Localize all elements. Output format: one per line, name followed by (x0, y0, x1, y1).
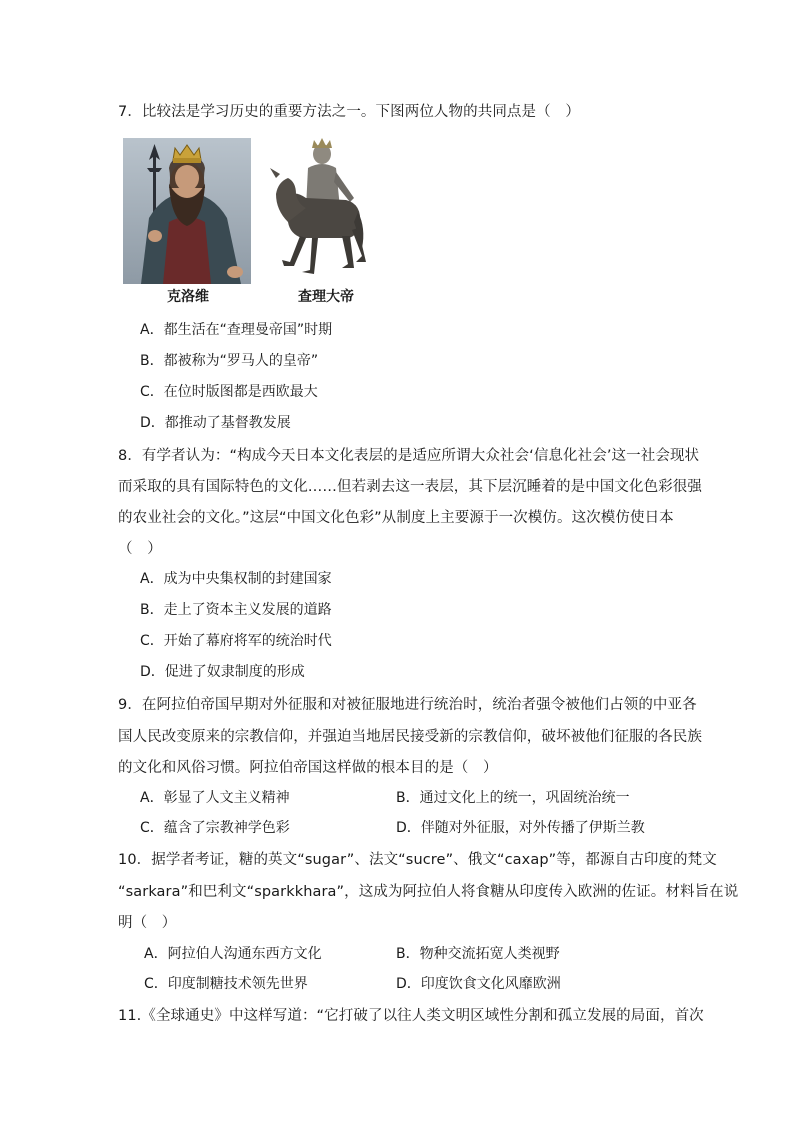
q10-option-b: B．物种交流拓宽人类视野 (396, 946, 560, 962)
q9-option-b: B．通过文化上的统一，巩固统治统一 (396, 790, 630, 806)
equestrian-statue-icon (262, 138, 366, 284)
figure-caption-charlemagne: 查理大帝 (298, 289, 354, 305)
king-portrait-icon (123, 138, 251, 284)
q9-option-a: A．彰显了人文主义精神 (140, 790, 290, 806)
figure-charlemagne (262, 138, 366, 288)
q7-option-a: A．都生活在“查理曼帝国”时期 (140, 322, 333, 338)
q10-stem-line-3: 明（ ） (118, 915, 177, 931)
q8-option-d: D．促进了奴隶制度的形成 (140, 664, 305, 680)
q8-option-b: B．走上了资本主义发展的道路 (140, 602, 332, 618)
q9-option-d: D．伴随对外征服，对外传播了伊斯兰教 (396, 820, 645, 836)
q11-stem-line-1: 11.《全球通史》中这样写道：“它打破了以往人类文明区域性分割和孤立发展的局面，首次 (118, 1008, 704, 1024)
figure-caption-clovis: 克洛维 (167, 289, 209, 305)
q10-option-a: A．阿拉伯人沟通东西方文化 (144, 946, 322, 962)
q8-stem-line-3: 的农业社会的文化。”这层“中国文化色彩”从制度上主要源于一次模仿。这次模仿使日本 (118, 510, 674, 526)
q7-stem: 7．比较法是学习历史的重要方法之一。下图两位人物的共同点是（ ） (118, 104, 580, 120)
q8-option-a: A．成为中央集权制的封建国家 (140, 571, 332, 587)
q10-stem-line-1: 10．据学者考证，糖的英文“sugar”、法文“sucre”、俄文“caxap”等，都源自古印度的梵文 (118, 852, 717, 868)
q7-option-b: B．都被称为“罗马人的皇帝” (140, 353, 319, 369)
q9-stem-line-3: 的文化和风俗习惯。阿拉伯帝国这样做的根本目的是（ ） (118, 760, 498, 776)
q8-stem-line-2: 而采取的具有国际特色的文化……但若剥去这一表层，其下层沉睡着的是中国文化色彩很强 (118, 479, 702, 495)
q9-stem-line-2: 国人民改变原来的宗教信仰，并强迫当地居民接受新的宗教信仰，破坏被他们征服的各民族 (118, 729, 702, 745)
q7-option-c: C．在位时版图都是西欧最大 (140, 384, 318, 400)
q7-option-d: D．都推动了基督教发展 (140, 415, 291, 431)
q10-option-d: D．印度饮食文化风靡欧洲 (396, 976, 561, 992)
q10-stem-line-2: “sarkara”和巴利文“sparkkhara”，这成为阿拉伯人将食糖从印度传入欧洲的佐证。材料旨在说 (118, 884, 739, 900)
figure-clovis (123, 138, 251, 288)
q9-stem-line-1: 9．在阿拉伯帝国早期对外征服和对被征服地进行统治时，统治者强令被他们占领的中亚各 (118, 697, 697, 713)
q8-stem-line-1: 8．有学者认为：“构成今天日本文化表层的是适应所谓大众社会‘信息化社会’这一社会现状 (118, 448, 700, 464)
q9-option-c: C．蕴含了宗教神学色彩 (140, 820, 290, 836)
q8-stem-line-4: （ ） (118, 541, 162, 557)
q8-option-c: C．开始了幕府将军的统治时代 (140, 633, 332, 649)
q10-option-c: C．印度制糖技术领先世界 (144, 976, 308, 992)
